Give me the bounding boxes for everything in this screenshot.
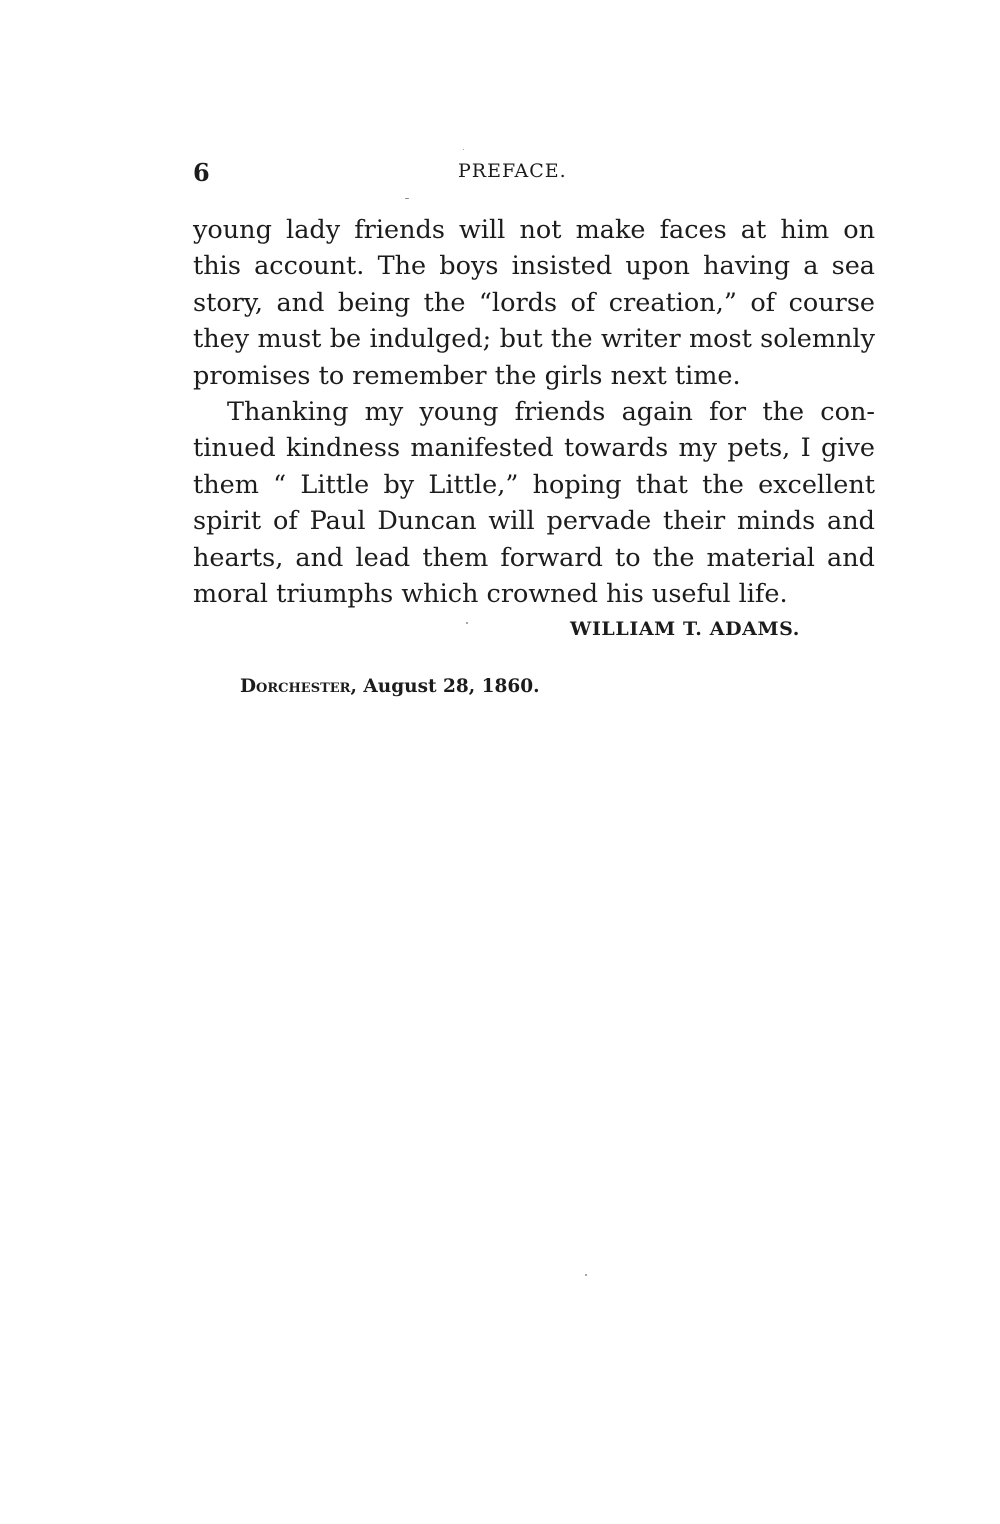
scan-speck xyxy=(585,1274,587,1276)
text-line: them “ Little by Little,” hoping that the excellent xyxy=(193,469,875,500)
text-line: young lady friends will not make faces at him on xyxy=(193,215,875,245)
text-line: spirit of Paul Duncan will pervade their minds and xyxy=(193,506,875,537)
running-head xyxy=(193,158,875,190)
page-number: 6 xyxy=(193,158,210,187)
dateline xyxy=(240,676,540,697)
paragraph-continued xyxy=(193,212,875,394)
paragraph-thanking xyxy=(193,394,875,612)
scan-speck xyxy=(463,149,464,150)
text-line: tinued kindness manifested towards my pets, I give xyxy=(193,433,875,464)
dateline-date: August 28, 1860. xyxy=(363,676,540,697)
text-line: promises to remember the girls next time. xyxy=(193,360,741,391)
dateline-place: Dorchester, xyxy=(240,676,357,697)
text-line: story, and being the “lords of creation,” of course xyxy=(193,287,875,318)
text-line: hearts, and lead them forward to the material and xyxy=(193,542,875,573)
text-line: Thanking my young friends again for the con- xyxy=(227,397,875,428)
running-title: PREFACE. xyxy=(458,160,567,182)
text-line: they must be indulged; but the writer most solemnly xyxy=(193,324,875,355)
scan-speck xyxy=(405,198,409,199)
text-line: moral triumphs which crowned his useful life. xyxy=(193,579,788,610)
body-text xyxy=(193,212,875,612)
text-line: this account. The boys insisted upon having a sea xyxy=(193,251,875,282)
scan-speck xyxy=(466,622,468,624)
author-signature: WILLIAM T. ADAMS. xyxy=(570,618,800,640)
